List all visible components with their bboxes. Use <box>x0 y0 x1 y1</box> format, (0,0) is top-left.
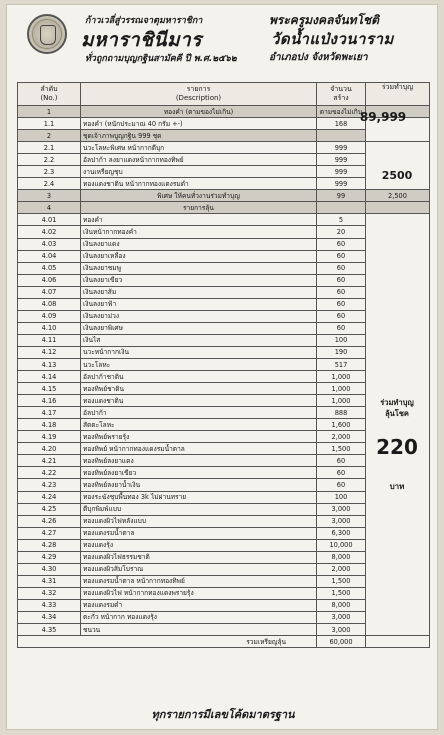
row-qty: 3,000 <box>317 503 366 515</box>
total-value: 60,000 <box>317 636 366 648</box>
row-merit: 2,500 <box>366 190 430 202</box>
header-item: รายการ (Description) <box>81 83 317 106</box>
row-item: เงินหน้ากากทองคำ <box>81 226 317 238</box>
row-qty: 888 <box>317 407 366 419</box>
row-item: เงินลงยาฟ้า <box>81 298 317 310</box>
document-title: มหาราชินีมาร <box>81 29 202 51</box>
document-subtitle: ทั่วถูกถามบุญกฐินสามัคคี ปี พ.ศ.๒๕๖๒ <box>85 54 237 64</box>
row-no: 4.15 <box>18 383 81 395</box>
row-qty: 60 <box>317 310 366 322</box>
row-item: ทองแดงผิวไฟธรรมชาติ <box>81 551 317 563</box>
row-qty: 2,000 <box>317 431 366 443</box>
row-no: 4.18 <box>18 419 81 431</box>
row-qty: 10,000 <box>317 539 366 551</box>
row-item: ทองแดงรมดำ <box>81 599 317 611</box>
row-item: ชุดเจ้าภาพบูญกฐิน 999 ชุด <box>81 130 317 142</box>
row-item: งานเหรียญชุบ <box>81 166 317 178</box>
row-no: 4.30 <box>18 563 81 575</box>
row-no: 4.05 <box>18 262 81 274</box>
row-qty <box>317 130 366 142</box>
row-no: 4.04 <box>18 250 81 262</box>
document-page <box>6 4 438 730</box>
row-item: ทองแดงรมน้ำตาล หน้ากากทองทิพย์ <box>81 575 317 587</box>
row-merit <box>366 202 430 214</box>
row-qty: 8,000 <box>317 551 366 563</box>
row-item: ทองทิพย์ชาติน <box>81 383 317 395</box>
row-item: อัลปาก้า ลงยาแดงหน้ากากทองทิพย์ <box>81 154 317 166</box>
row-item: ทองระฆังชุบพื้นทอง 3k ไม่ผ่านทราย <box>81 491 317 503</box>
row-no: 4.20 <box>18 443 81 455</box>
row-qty <box>317 202 366 214</box>
row-no: 2 <box>18 130 81 142</box>
row-item: นวะหน้ากากเงิน <box>81 346 317 358</box>
row-no: 2.2 <box>18 154 81 166</box>
row-no: 3 <box>18 190 81 202</box>
row-qty: 60 <box>317 262 366 274</box>
total-merit-empty <box>366 636 430 648</box>
row-qty: 5 <box>317 214 366 226</box>
table-row <box>18 202 430 214</box>
row-no: 2.3 <box>18 166 81 178</box>
row-item: ตะกั่ว หน้ากาก ทองแดงรุ้ง <box>81 611 317 623</box>
row-qty: 1,600 <box>317 419 366 431</box>
row-no: 4.17 <box>18 407 81 419</box>
row-no: 4.07 <box>18 286 81 298</box>
row-qty: 60 <box>317 286 366 298</box>
row-qty: 60 <box>317 467 366 479</box>
row-no: 4.34 <box>18 611 81 623</box>
merit-group4-unit: บาท <box>389 482 405 491</box>
table-row <box>18 142 430 154</box>
row-no: 4.29 <box>18 551 81 563</box>
row-qty: 999 <box>317 154 366 166</box>
row-item: ทองคำ (หนักประมาณ 40 กรัม +-) <box>81 118 317 130</box>
row-no: 4.24 <box>18 491 81 503</box>
row-no: 1.1 <box>18 118 81 130</box>
row-item: ทองแดงรมน้ำตาล <box>81 527 317 539</box>
row-item: เงินลงยาส้ม <box>81 286 317 298</box>
row-item: ทองแดงชาติน หน้ากากทองแดงรมดำ <box>81 178 317 190</box>
row-no: 4.13 <box>18 358 81 370</box>
row-item: ทองทิพย์พรายรุ้ง <box>81 431 317 443</box>
row-item: เงินลงยาชมพู <box>81 262 317 274</box>
row-item: ชนวน <box>81 624 317 636</box>
row-item: อัลปาก้าชาติน <box>81 371 317 383</box>
row-no: 4.22 <box>18 467 81 479</box>
row-item: สัตตะโลหะ <box>81 419 317 431</box>
row-qty: 60 <box>317 322 366 334</box>
row-qty: 1,000 <box>317 383 366 395</box>
row-item: เงินไส <box>81 334 317 346</box>
row-qty: 100 <box>317 334 366 346</box>
row-qty: 1,000 <box>317 371 366 383</box>
row-qty: 3,000 <box>317 611 366 623</box>
row-item: นวะโลหะ <box>81 358 317 370</box>
row-item: ตีบุกพิมพ์แบบ <box>81 503 317 515</box>
row-no: 4.35 <box>18 624 81 636</box>
table-total-row <box>18 636 430 648</box>
row-qty: 999 <box>317 142 366 154</box>
row-no: 4.10 <box>18 322 81 334</box>
row-merit <box>366 214 430 636</box>
row-no: 4.23 <box>18 479 81 491</box>
header-merit: ร่วมทำบุญ <box>366 83 430 106</box>
row-no: 4.27 <box>18 527 81 539</box>
row-no: 4.19 <box>18 431 81 443</box>
row-qty: 20 <box>317 226 366 238</box>
row-qty: 60 <box>317 238 366 250</box>
merit-group1-value: 89,999 <box>359 110 407 124</box>
row-item: ทองทิพย์ลงยาเขียว <box>81 467 317 479</box>
row-qty: 999 <box>317 178 366 190</box>
merit-group4-label2: ลุ้นโชค <box>385 409 409 418</box>
row-no: 4 <box>18 202 81 214</box>
row-no: 4.11 <box>18 334 81 346</box>
row-no: 4.31 <box>18 575 81 587</box>
row-qty: 60 <box>317 455 366 467</box>
row-item: ทองแดงผิวส้มโบราณ <box>81 563 317 575</box>
row-qty: 517 <box>317 358 366 370</box>
row-item: ทองทิพย์ หน้ากากทองแดงรมน้ำตาล <box>81 443 317 455</box>
row-item: ทองทิพย์ลงยาน้ำเงิน <box>81 479 317 491</box>
row-item: ทองทิพย์ลงยาแดง <box>81 455 317 467</box>
table-row <box>18 214 430 226</box>
row-qty: 3,000 <box>317 515 366 527</box>
merit-group2-value: 2500 <box>381 169 413 182</box>
row-item: เงินลงยาแดง <box>81 238 317 250</box>
row-qty: 190 <box>317 346 366 358</box>
row-no: 4.14 <box>18 371 81 383</box>
row-qty: 2,000 <box>317 563 366 575</box>
row-no: 4.09 <box>18 310 81 322</box>
row-item: รายการลุ้น <box>81 202 317 214</box>
row-no: 4.16 <box>18 395 81 407</box>
row-merit <box>366 142 430 190</box>
row-no: 4.01 <box>18 214 81 226</box>
row-qty: 6,300 <box>317 527 366 539</box>
row-qty: 1,500 <box>317 587 366 599</box>
row-no: 4.08 <box>18 298 81 310</box>
row-no: 2.1 <box>18 142 81 154</box>
header-top-line: ก้าวเวลี่สู่วรรณจาตุมหาราชิกา <box>85 16 203 26</box>
row-no: 4.12 <box>18 346 81 358</box>
row-item: ทองคำ <box>81 214 317 226</box>
row-item: นวะโลหะพิเศษ หน้ากากตีบุก <box>81 142 317 154</box>
row-item: ทองแดงผิวไฟหลังแบบ <box>81 515 317 527</box>
temple-seal-icon <box>27 14 67 54</box>
row-qty: 1,000 <box>317 395 366 407</box>
row-qty: 3,000 <box>317 624 366 636</box>
table-header-row <box>18 83 430 106</box>
row-no: 4.03 <box>18 238 81 250</box>
row-qty: 99 <box>317 190 366 202</box>
row-no: 2.4 <box>18 178 81 190</box>
row-item: พิเศษ ให้คนทั่วงานร่วมทำบุญ <box>81 190 317 202</box>
row-qty: 999 <box>317 166 366 178</box>
row-item: ทองแดงผิวไฟ หน้ากากทองแดงพรายรุ้ง <box>81 587 317 599</box>
temple-location: อำเภอปง จังหวัดพะเยา <box>269 52 368 63</box>
document-header <box>7 5 439 81</box>
row-no: 4.32 <box>18 587 81 599</box>
header-qty: จำนวน สร้าง <box>317 83 366 106</box>
row-qty: 168 <box>317 118 366 130</box>
row-item: ทองแดงรุ้ง <box>81 539 317 551</box>
row-qty: 1,500 <box>317 575 366 587</box>
merit-group4-value: 220 <box>376 435 418 459</box>
row-no: 4.26 <box>18 515 81 527</box>
total-label: รวมเหรียญลุ้น <box>18 636 317 648</box>
row-no: 4.28 <box>18 539 81 551</box>
row-item: เงินลงยาม่วง <box>81 310 317 322</box>
merit-group4-label1: ร่วมทำบุญ <box>380 398 414 407</box>
row-qty: 60 <box>317 274 366 286</box>
temple-badge: พระครูมงคลจันทโชติ <box>269 13 379 27</box>
row-qty: 60 <box>317 250 366 262</box>
row-item: ทองคำ (ตามของไม่เกิน) <box>81 106 317 118</box>
row-qty: 100 <box>317 491 366 503</box>
table-row <box>18 190 430 202</box>
row-no: 4.33 <box>18 599 81 611</box>
row-qty: ตามของไม่เกิน <box>317 106 366 118</box>
row-no: 4.02 <box>18 226 81 238</box>
row-no: 4.25 <box>18 503 81 515</box>
row-item: เงินลงยาพิเศษ <box>81 322 317 334</box>
row-item: เงินลงยาเขียว <box>81 274 317 286</box>
row-qty: 60 <box>317 298 366 310</box>
row-no: 4.21 <box>18 455 81 467</box>
row-qty: 8,000 <box>317 599 366 611</box>
row-no: 4.06 <box>18 274 81 286</box>
row-qty: 60 <box>317 479 366 491</box>
row-no: 1 <box>18 106 81 118</box>
row-item: ทองแดงชาติน <box>81 395 317 407</box>
items-table <box>17 82 430 648</box>
document-footer: ทุกรายการมีเลขโค้ดมาตรฐาน <box>151 708 295 721</box>
row-qty: 1,500 <box>317 443 366 455</box>
row-item: อัลปาก้า <box>81 407 317 419</box>
header-no: ลำดับ (No.) <box>18 83 81 106</box>
row-item: เงินลงยาเหลือง <box>81 250 317 262</box>
temple-name: วัดน้ำแป่งวนาราม <box>271 30 394 48</box>
